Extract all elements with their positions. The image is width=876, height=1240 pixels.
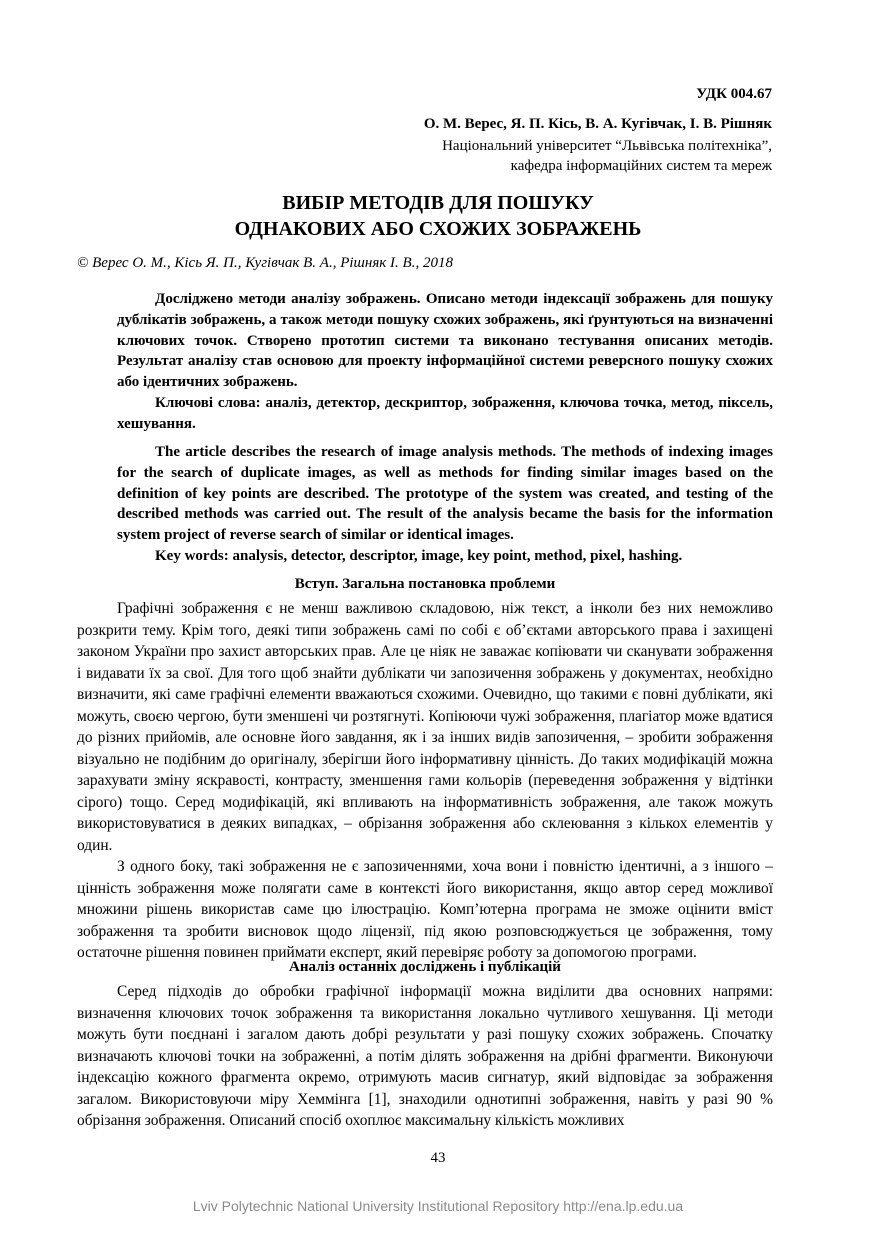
paragraph: З одного боку, такі зображення не є запозиченнями, хоча вони і повністю ідентичні, а з іншого – цінність зображення може полягати саме в контексті його використання, якщо автор серед можливої множини рішень використав саме цю ілюстрацію. Комп’ютерна програма не зможе оцінити вміст зображення та зробити висновок щодо ліцензії, під якою розповсюджується це зображення, тому остаточне рішення повинен приймати експерт, який перевіряє роботу за допомогою програми.: [77, 858, 773, 961]
abstract-en-keywords: Key words: analysis, detector, descriptor, image, key point, method, pixel, hashing.: [155, 547, 683, 564]
abstract-english: [117, 442, 773, 567]
abstract-uk-keywords: Ключові слова: аналіз, детектор, дескриптор, зображення, ключова точка, метод, піксель, хешування.: [117, 394, 773, 432]
affiliation-line-2: кафедра інформаційних систем та мереж: [510, 158, 772, 174]
paragraph: Графічні зображення є не менш важливою складовою, ніж текст, а інколи без них неможливо розкрити тему. Крім того, деякі типи зображень самі по собі є об’єктами авторського права і захищені законом України про захист авторських прав. Але це ніяк не заважає копіювати чи сканувати зображення і видавати їх за свої. Для того щоб знайти дублікати чи запозичення зображень у документах, необхідно визначити, які саме графічні елементи вважаються схожими. Очевидно, що такими є повні дублікати, які можуть, своєю чергою, бути зменшені чи розтягнуті. Копіюючи чужі зображення, плагіатор може вдатися до різних прийомів, але основне його завдання, як і за інших видів запозичення, – зробити зображення візуально не подібним до оригіналу, зберігши його інформативну цінність. До таких модифікацій можна зарахувати зміну яскравості, контрасту, зменшення гами кольорів (переведення зображення у відтінки сірого) тощо. Серед модифікацій, які впливають на інформативність зображення, але також можуть використовуватися в деяких випадках, – обрізання зображення або склеювання з кількох елементів у один.: [77, 600, 773, 854]
section-heading-introduction: Вступ. Загальна постановка проблеми: [294, 576, 556, 592]
section-body-literature-review: [77, 981, 773, 1132]
paper-title-line-2: ОДНАКОВИХ АБО СХОЖИХ ЗОБРАЖЕНЬ: [234, 218, 642, 240]
authors: О. М. Верес, Я. П. Кісь, В. А. Кугівчак, І. В. Рішняк: [423, 116, 772, 132]
affiliation-line-1: Національний університет “Львівська політехніка”,: [442, 138, 772, 154]
abstract-ukrainian: [117, 289, 773, 435]
abstract-uk-text: Досліджено методи аналізу зображень. Описано методи індексації зображень для пошуку дублікатів зображень, а також методи пошуку схожих зображень, які ґрунтуються на визначенні ключових точок. Створено прототип системи та виконано тестування описаних методів. Результат аналізу став основою для проекту інформаційної системи реверсного пошуку схожих або ідентичних зображень.: [117, 291, 773, 391]
repository-footer: Lviv Polytechnic National University Institutional Repository http://ena.lp.edu.ua: [192, 1198, 684, 1214]
section-body-introduction: [77, 598, 773, 964]
section-heading-literature-review: Аналіз останніх досліджень і публікацій: [289, 959, 561, 975]
abstract-en-text: The article describes the research of image analysis methods. The methods of indexing images for the search of duplicate images, as well as methods for finding similar images based on the definition of key points are described. The prototype of the system was created, and testing of the described methods was carried out. The result of the analysis became the basis for the information system project of reverse search of similar or identical images.: [117, 444, 773, 544]
paper-title-line-1: ВИБІР МЕТОДІВ ДЛЯ ПОШУКУ: [282, 192, 594, 214]
copyright: © Верес О. М., Кісь Я. П., Кугівчак В. А., Рішняк І. В., 2018: [77, 255, 453, 271]
paragraph: Серед підходів до обробки графічної інформації можна виділити два основних напрями: визначення ключових точок зображення та використання локально чутливого хешування. Ці методи можуть бути поєднані і загалом дають добрі результати у разі пошуку схожих зображень. Спочатку визначають ключові точки на зображенні, а потім ділять зображення на дрібні фрагменти. Виконуючи індексацію кожного фрагмента окремо, отримують масив сигнатур, який відповідає за зображення загалом. Використовуючи міру Хеммінга [1], знаходили однотипні зображення, навіть у разі 90 % обрізання зображення. Описаний спосіб охоплює максимальну кількість можливих: [77, 983, 773, 1129]
page-number: 43: [430, 1150, 446, 1166]
udk-code: УДК 004.67: [696, 86, 772, 102]
paper-title: [0, 190, 876, 242]
affiliation: [442, 136, 772, 176]
